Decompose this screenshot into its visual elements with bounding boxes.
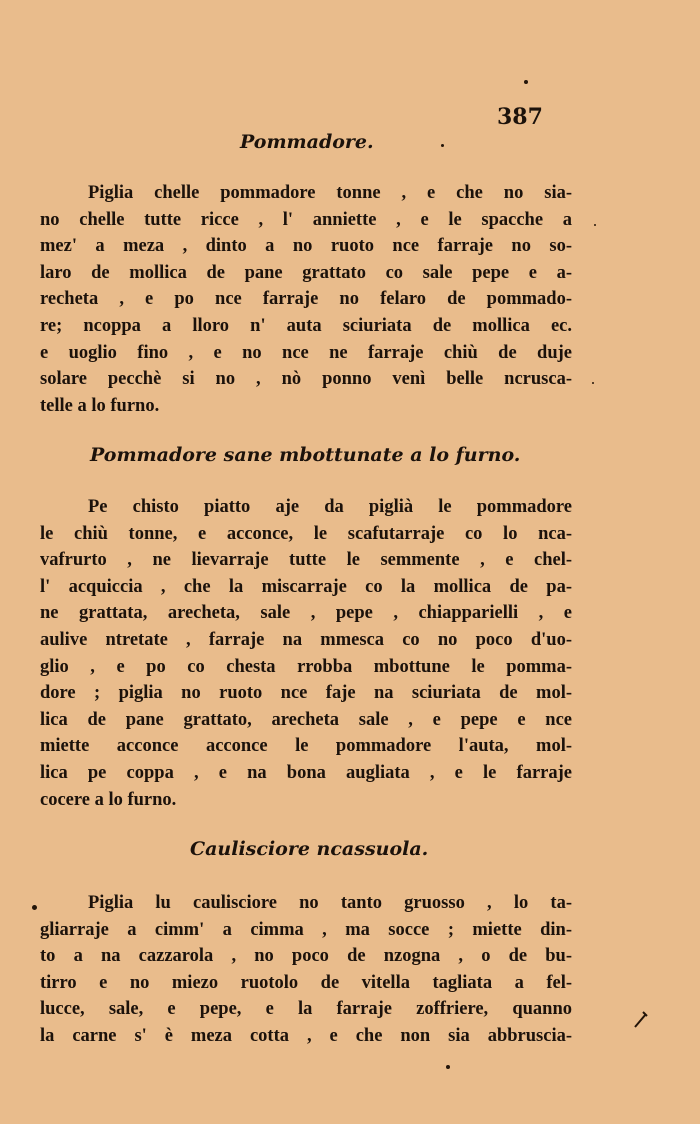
text-line: solare pecchè si no , nò ponno venì belle ncrusca-	[40, 369, 572, 390]
text-line: recheta , e po nce farraje no felaro de pommado-	[40, 289, 572, 310]
paragraph	[40, 890, 572, 1050]
text-line: no chelle tutte ricce , l' anniette , e le spacche a	[40, 209, 572, 230]
ink-speck	[594, 224, 596, 226]
text-line: lica de pane grattato, arecheta sale , e pepe e nce	[40, 709, 572, 730]
text-line: dore ; piglia no ruoto nce faje na sciuriata de mol-	[40, 683, 572, 704]
text-line: ne grattata, arecheta, sale , pepe , chiapparielli , e	[40, 603, 572, 624]
text-line: aulive ntretate , farraje na mmesca co no poco d'uo-	[40, 629, 572, 650]
text-line: vafrurto , ne lievarraje tutte le semmente , e chel-	[40, 550, 572, 571]
text-line: gliarraje a cimm' a cimma , ma socce ; miette din-	[40, 919, 572, 940]
text-line: re; ncoppa a lloro n' auta sciuriata de mollica ec.	[40, 315, 572, 336]
ink-speck	[441, 144, 444, 147]
text-line: miette acconce acconce le pommadore l'auta, mol-	[40, 736, 572, 757]
text-line: l' acquiccia , che la miscarraje co la mollica de pa-	[40, 576, 572, 597]
paragraph	[40, 180, 572, 419]
text-line: Piglia lu caulisciore no tanto gruosso , lo ta-	[88, 893, 572, 913]
text-line: tirro e no miezo ruotolo de vitella tagliata a fel-	[40, 972, 572, 993]
section-heading: Pommadore.	[240, 131, 374, 153]
text-line: le chiù tonne, e acconce, le scafutarraje co lo nca-	[40, 523, 572, 544]
text-line: telle a lo furno.	[40, 395, 160, 416]
paragraph	[40, 494, 572, 813]
text-line: to a na cazzarola , no poco de nzogna , o de bu-	[40, 946, 572, 967]
ink-speck	[446, 1065, 450, 1069]
ink-speck	[592, 382, 594, 384]
text-line: lica pe coppa , e na bona augliata , e le farraje	[40, 762, 572, 783]
text-line: lucce, sale, e pepe, e la farraje zoffriere, quanno	[40, 999, 572, 1020]
text-line: Piglia chelle pommadore tonne , e che no sia-	[88, 183, 572, 203]
section-heading: Caulisciore ncassuola.	[190, 838, 429, 860]
ink-mark	[632, 1008, 650, 1030]
ink-speck	[32, 905, 37, 910]
text-line: cocere a lo furno.	[40, 789, 177, 810]
text-line: la carne s' è meza cotta , e che non sia abbruscia-	[40, 1025, 572, 1046]
text-line: Pe chisto piatto aje da piglià le pommadore	[88, 497, 572, 517]
text-line: glio , e po co chesta rrobba mbottune le pomma-	[40, 656, 572, 677]
section-heading: Pommadore sane mbottunate a lo furno.	[90, 444, 521, 466]
text-line: mez' a meza , dinto a no ruoto nce farraje no so-	[40, 236, 572, 257]
text-line: e uoglio fino , e no nce ne farraje chiù de duje	[40, 342, 572, 363]
ink-speck	[524, 80, 528, 84]
page-number: 387	[497, 104, 543, 130]
text-line: laro de mollica de pane grattato co sale pepe e a-	[40, 262, 572, 283]
